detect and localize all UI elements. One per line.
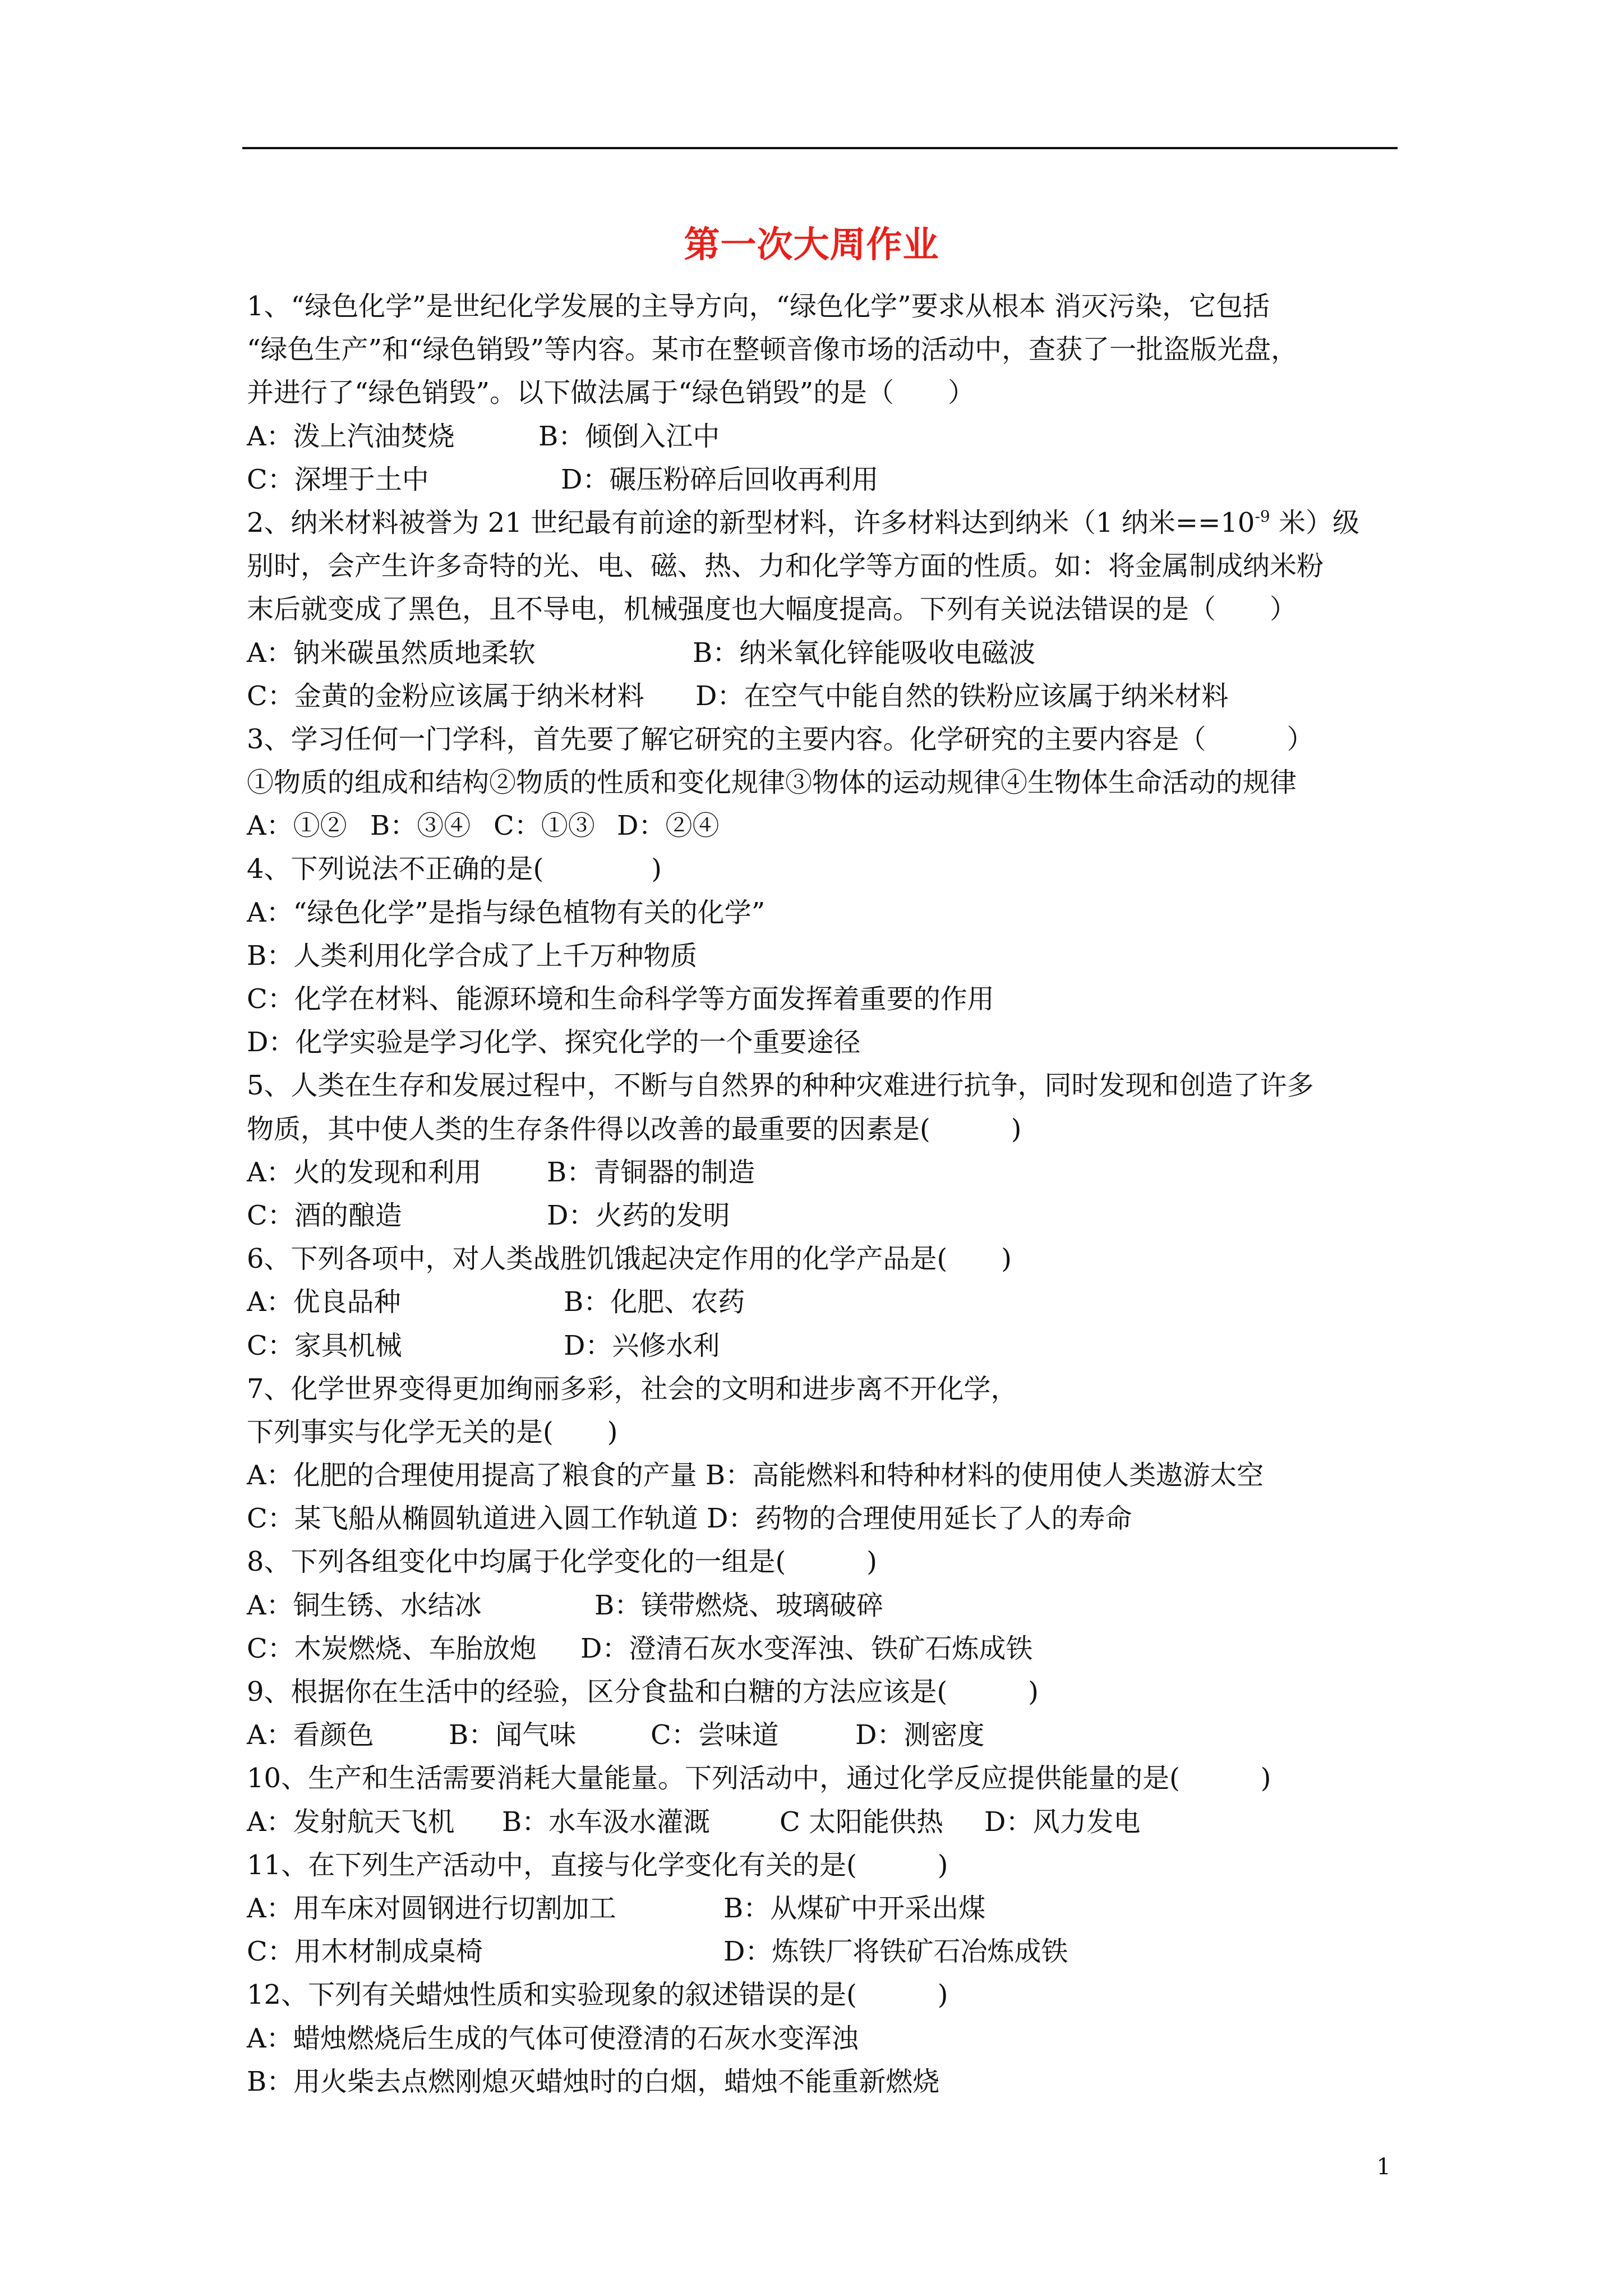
option-d: D：风力发电 xyxy=(984,1806,1141,1838)
option-c: C：深埋于土中 xyxy=(247,463,429,495)
option-d: D：化学实验是学习化学、探究化学的一个重要途径 xyxy=(247,1027,861,1059)
question-text-line: 物质，其中使人类的生存条件得以改善的最重要的因素是( ) xyxy=(247,1113,1022,1145)
question-text-line: 5、人类在生存和发展过程中，不断与自然界的种种灾难进行抗争，同时发现和创造了许多 xyxy=(247,1070,1314,1102)
option-a: A：看颜色 xyxy=(247,1719,374,1751)
question-text-line: 11、在下列生产活动中，直接与化学变化有关的是( ) xyxy=(247,1849,948,1881)
option-c: C：尝味道 xyxy=(651,1719,779,1751)
question-text-part: 米）级 xyxy=(1270,507,1359,539)
option-d: D：兴修水利 xyxy=(564,1329,720,1361)
question-text-line: 别时，会产生许多奇特的光、电、磁、热、力和化学等方面的性质。如：将金属制成纳米粉 xyxy=(247,550,1324,582)
option-row xyxy=(247,1887,1402,1930)
page-number: 1 xyxy=(1376,2154,1391,2180)
option-row xyxy=(247,1627,1402,1671)
option-b: B：化肥、农药 xyxy=(564,1286,745,1318)
option-c: C：家具机械 xyxy=(247,1329,402,1361)
header-rule xyxy=(242,147,1398,149)
question-text-line: 12、下列有关蜡烛性质和实验现象的叙述错误的是( ) xyxy=(247,1979,948,2011)
option-a: A：优良品种 xyxy=(247,1286,401,1318)
question-text-line: 9、根据你在生活中的经验，区分食盐和白糖的方法应该是( ) xyxy=(247,1676,1039,1708)
option-row xyxy=(247,415,1402,458)
question-text-line: 1、“绿色化学”是世纪化学发展的主导方向，“绿色化学”要求从根本 消灭污染，它包括 xyxy=(247,291,1270,322)
question-12 xyxy=(247,1973,1402,2104)
question-text-line: ①物质的组成和结构②物质的性质和变化规律③物体的运动规律④生物体生命活动的规律 xyxy=(247,767,1297,799)
question-10 xyxy=(247,1757,1402,1843)
question-5 xyxy=(247,1064,1402,1237)
question-text-line: “绿色生产”和“绿色销毁”等内容。某市在整顿音像市场的活动中，查获了一批盗版光盘， xyxy=(247,334,1298,366)
option-b: B：从煤矿中开采出煤 xyxy=(723,1892,986,1924)
option-b: B：用火柴去点燃刚熄灭蜡烛时的白烟，蜡烛不能重新燃烧 xyxy=(247,2065,940,2097)
question-text-line: 并进行了“绿色销毁”。以下做法属于“绿色销毁”的是（ ） xyxy=(247,377,975,409)
option-row xyxy=(247,1151,1402,1194)
question-text-line: 10、生产和生活需要消耗大量能量。下列活动中，通过化学反应提供能量的是( ) xyxy=(247,1763,1271,1795)
question-3 xyxy=(247,718,1402,848)
question-text-line xyxy=(247,501,1402,545)
option-a: A：泼上汽油焚烧 xyxy=(247,420,455,452)
option-b: B：倾倒入江中 xyxy=(538,420,720,452)
option-a: A：发射航天飞机 xyxy=(247,1806,455,1838)
option-b: B：闻气味 xyxy=(449,1719,577,1751)
question-text-line: 下列事实与化学无关的是( ) xyxy=(247,1416,618,1448)
option-b: B：青铜器的制造 xyxy=(547,1156,755,1188)
option-c: C：化学在材料、能源环境和生命科学等方面发挥着重要的作用 xyxy=(247,983,994,1015)
option-line-cd: C：某飞船从椭圆轨道进入圆工作轨道 D：药物的合理使用延长了人的寿命 xyxy=(247,1503,1132,1535)
option-d: D：②④ xyxy=(617,810,720,842)
question-text-line: 3、学习任何一门学科，首先要了解它研究的主要内容。化学研究的主要内容是（ ） xyxy=(247,723,1314,755)
option-c: C：金黄的金粉应该属于纳米材料 xyxy=(247,680,644,712)
option-row xyxy=(247,675,1402,718)
option-d: D：在空气中能自然的铁粉应该属于纳米材料 xyxy=(695,680,1229,712)
option-b: B：③④ xyxy=(370,810,471,842)
question-11 xyxy=(247,1844,1402,1974)
option-a: A：铜生锈、水结冰 xyxy=(247,1589,482,1621)
option-d: D：碾压粉碎后回收再利用 xyxy=(561,463,879,495)
question-8 xyxy=(247,1540,1402,1671)
option-row xyxy=(247,458,1402,501)
page-title: 第一次大周作业 xyxy=(684,224,939,266)
question-text-line: 6、下列各项中，对人类战胜饥饿起决定作用的化学产品是( ) xyxy=(247,1243,1012,1275)
option-d: D：炼铁厂将铁矿石冶炼成铁 xyxy=(723,1936,1068,1968)
option-a: A：火的发现和利用 xyxy=(247,1156,482,1188)
option-row xyxy=(247,632,1402,675)
option-c: C：酒的酿造 xyxy=(247,1199,402,1231)
question-text-line: 7、化学世界变得更加绚丽多彩，社会的文明和进步离不开化学， xyxy=(247,1373,1018,1405)
question-text-line: 4、下列说法不正确的是( ) xyxy=(247,853,662,885)
option-row xyxy=(247,1930,1402,1973)
option-b: B：镁带燃烧、玻璃破碎 xyxy=(594,1589,884,1621)
option-a: A：①② xyxy=(247,810,347,842)
question-7 xyxy=(247,1368,1402,1541)
option-d: D：测密度 xyxy=(855,1719,985,1751)
question-text-line: 末后就变成了黑色，且不导电，机械强度也大幅度提高。下列有关说法错误的是（ ） xyxy=(247,593,1297,625)
option-c: C：①③ xyxy=(494,810,595,842)
option-b: B：人类利用化学合成了上千万种物质 xyxy=(247,940,698,972)
option-c: C：木炭燃烧、车胎放炮 xyxy=(247,1632,537,1664)
option-a: A：“绿色化学”是指与绿色植物有关的化学” xyxy=(247,896,766,928)
option-row xyxy=(247,1194,1402,1237)
question-4 xyxy=(247,848,1402,1064)
option-d: D：火药的发明 xyxy=(547,1199,730,1231)
question-2 xyxy=(247,501,1402,718)
option-row xyxy=(247,1584,1402,1627)
option-row xyxy=(247,1801,1402,1844)
option-a: A：钠米碳虽然质地柔软 xyxy=(247,637,536,669)
question-text-part: 2、纳米材料被誉为 21 世纪最有前途的新型材料，许多材料达到纳米（1 纳米==10 xyxy=(247,507,1255,539)
option-c: C：用木材制成桌椅 xyxy=(247,1936,483,1968)
option-a: A：蜡烛燃烧后生成的气体可使澄清的石灰水变浑浊 xyxy=(247,2022,859,2054)
option-c: C 太阳能供热 xyxy=(780,1806,943,1838)
option-d: D：澄清石灰水变浑浊、铁矿石炼成铁 xyxy=(580,1632,1033,1664)
option-b: B：水车汲水灌溉 xyxy=(502,1806,711,1838)
question-6 xyxy=(247,1237,1402,1368)
option-line-ab: A：化肥的合理使用提高了粮食的产量 B：高能燃料和特种材料的使用使人类遨游太空 xyxy=(247,1460,1264,1492)
question-9 xyxy=(247,1671,1402,1757)
option-row xyxy=(247,1714,1402,1757)
question-list xyxy=(247,285,1402,2104)
option-row xyxy=(247,1324,1402,1368)
option-row xyxy=(247,1281,1402,1324)
question-1 xyxy=(247,285,1402,501)
option-a: A：用车床对圆钢进行切割加工 xyxy=(247,1892,616,1924)
question-text-line: 8、下列各组变化中均属于化学变化的一组是( ) xyxy=(247,1546,877,1578)
option-row xyxy=(247,804,1402,848)
option-b: B：纳米氧化锌能吸收电磁波 xyxy=(693,637,1036,669)
exponent: -9 xyxy=(1255,507,1270,526)
